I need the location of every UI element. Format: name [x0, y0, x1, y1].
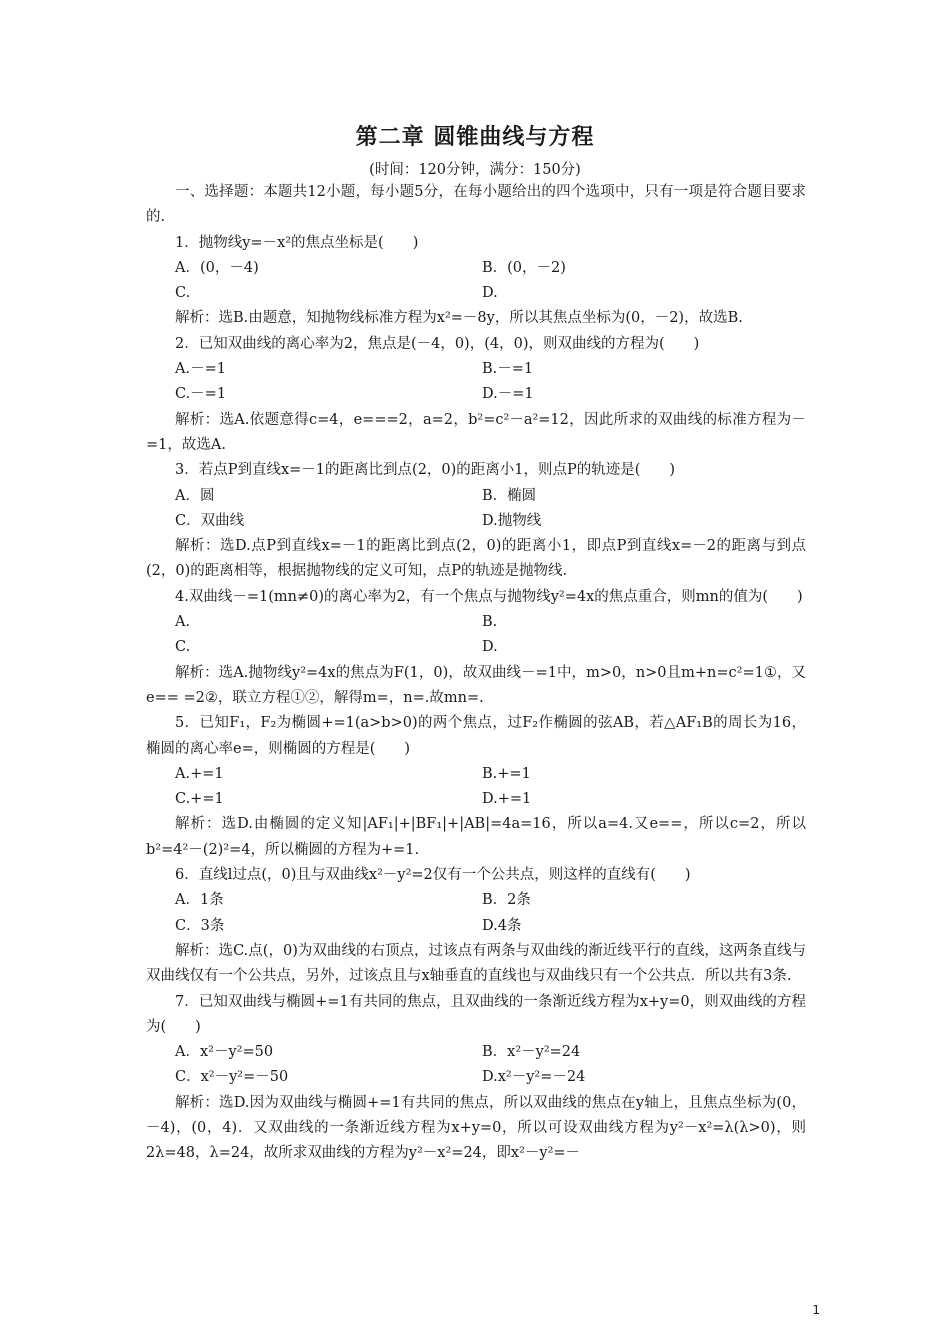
option-d: D.+=1 — [482, 791, 532, 808]
document-body — [146, 180, 806, 1167]
question-6-options-row-1 — [146, 888, 806, 913]
question-7-solution: 解析：选D.因为双曲线与椭圆+=1有共同的焦点，所以双曲线的焦点在y轴上，且焦点坐标为(0，－4)，(0，4)．又双曲线的一条渐近线方程为x+y=0，所以可设双曲线方程为y²－x²=λ(λ>0)，则2λ=48，λ=24，故所求双曲线的方程为y²－x²=24，即x²－y²=－ — [146, 1094, 806, 1162]
question-4-options-row-2 — [146, 635, 806, 660]
question-6-stem: 6．直线l过点(，0)且与双曲线x²－y²=2仅有一个公共点，则这样的直线有( ) — [175, 867, 691, 884]
option-a: A.+=1 — [175, 765, 224, 782]
question-3-options-row-2 — [146, 509, 806, 534]
option-d: D.4条 — [482, 917, 522, 934]
option-b: B.+=1 — [482, 765, 531, 782]
question-5-options-row-2 — [146, 787, 806, 812]
question-2-stem: 2．已知双曲线的离心率为2，焦点是(－4，0)，(4，0)，则双曲线的方程为( ) — [175, 335, 700, 352]
question-6-options-row-2 — [146, 914, 806, 939]
question-1-solution: 解析：选B.由题意，知抛物线标准方程为x²=－8y，所以其焦点坐标为(0，－2)，故选B. — [175, 310, 743, 327]
option-a: A.－=1 — [175, 361, 226, 378]
option-d: D.x²－y²=－24 — [482, 1069, 586, 1086]
option-a: A．1条 — [175, 892, 224, 909]
option-a: A. — [175, 614, 191, 631]
option-d: D.－=1 — [482, 386, 534, 403]
question-2-solution: 解析：选A.依题意得c=4，e===2，a=2，b²=c²－a²=12，因此所求的双曲线的标准方程为－=1，故选A. — [146, 411, 806, 453]
question-2-options-row-2 — [146, 382, 806, 407]
exam-info: (时间：120分钟，满分：150分) — [369, 162, 581, 178]
question-4-options-row-1 — [146, 610, 806, 635]
question-1-options-row-2 — [146, 281, 806, 306]
page-number: 1 — [812, 1303, 820, 1317]
option-c: C. — [175, 639, 191, 656]
question-5-solution: 解析：选D.由椭圆的定义知|AF₁|+|BF₁|+|AB|=4a=16，所以a=4.又e==，所以c=2，所以b²=4²－(2)²=4，所以椭圆的方程为+=1. — [146, 816, 806, 858]
question-4-solution: 解析：选A.抛物线y²=4x的焦点为F(1，0)，故双曲线－=1中，m>0，n>0且m+n=c²=1①，又e== =2②，联立方程①②，解得m=，n=.故mn=. — [146, 664, 806, 706]
question-3-options-row-1 — [146, 484, 806, 509]
question-5-options-row-1 — [146, 762, 806, 787]
question-3-stem: 3．若点P到直线x=－1的距离比到点(2，0)的距离小1，则点P的轨迹是( ) — [175, 462, 676, 479]
option-a: A．x²－y²=50 — [175, 1044, 274, 1061]
option-b: B．(0，－2) — [482, 259, 566, 276]
question-5-stem: 5．已知F₁，F₂为椭圆+=1(a>b>0)的两个焦点，过F₂作椭圆的弦AB，若△AF₁B的周长为16，椭圆的离心率e=，则椭圆的方程是( ) — [146, 715, 806, 757]
question-3-solution: 解析：选D.点P到直线x=－1的距离比到点(2，0)的距离小1，即点P到直线x=－2的距离与到点(2，0)的距离相等，根据抛物线的定义可知，点P的轨迹是抛物线. — [146, 538, 806, 580]
question-6-solution: 解析：选C.点(，0)为双曲线的右顶点，过该点有两条与双曲线的渐近线平行的直线，这两条直线与双曲线仅有一个公共点，另外，过该点且与x轴垂直的直线也与双曲线只有一个公共点．所以共有3条. — [146, 942, 806, 985]
option-d: D. — [482, 285, 498, 302]
option-c: C．3条 — [175, 917, 225, 934]
option-c: C.+=1 — [175, 791, 224, 808]
option-d: D.抛物线 — [482, 512, 542, 529]
page-title: 第二章 圆锥曲线与方程 — [355, 125, 595, 150]
option-a: A．(0，－4) — [175, 259, 259, 276]
question-7-stem: 7．已知双曲线与椭圆+=1有共同的焦点，且双曲线的一条渐近线方程为x+y=0，则双曲线的方程为( ) — [146, 993, 806, 1035]
option-b: B．椭圆 — [482, 487, 537, 504]
option-b: B. — [482, 614, 498, 631]
section-intro: 一、选择题：本题共12小题，每小题5分，在每小题给出的四个选项中，只有一项是符合题目要求的. — [146, 184, 806, 226]
question-1-options-row-1 — [146, 256, 806, 281]
option-b: B．2条 — [482, 892, 531, 909]
option-c: C.－=1 — [175, 386, 227, 403]
question-7-options-row-1 — [146, 1040, 806, 1065]
question-4-stem: 4.双曲线－=1(mn≠0)的离心率为2，有一个焦点与抛物线y²=4x的焦点重合，则mn的值为( ) — [175, 588, 803, 605]
option-a: A．圆 — [175, 487, 215, 504]
option-d: D. — [482, 639, 498, 656]
option-c: C. — [175, 285, 191, 302]
option-c: C．双曲线 — [175, 512, 245, 529]
question-1-stem: 1．抛物线y=－x²的焦点坐标是( ) — [175, 234, 419, 251]
option-b: B.－=1 — [482, 361, 534, 378]
option-c: C．x²－y²=－50 — [175, 1069, 289, 1086]
question-7-options-row-2 — [146, 1065, 806, 1090]
question-2-options-row-1 — [146, 357, 806, 382]
option-b: B．x²－y²=24 — [482, 1044, 581, 1061]
